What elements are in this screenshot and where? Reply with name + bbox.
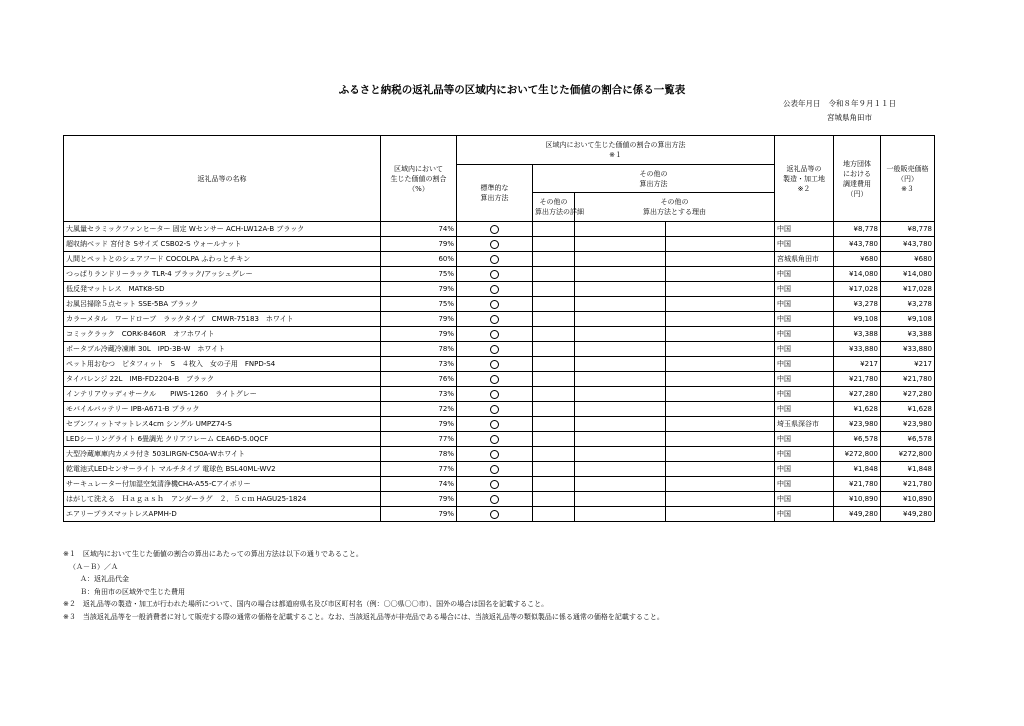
cell-local-cost: ¥23,980 — [834, 417, 881, 432]
cell-retail: ¥9,108 — [881, 312, 935, 327]
cell-origin: 中国 — [775, 327, 834, 342]
cell-standard — [457, 432, 533, 447]
header-standard: 標準的な 算出方法 — [457, 165, 533, 222]
cell-name: 大風量セラミックファンヒーター 固定 Wセンサー ACH-LW12A-B ブラック — [64, 222, 381, 237]
cell-other-reason-blank — [575, 477, 666, 492]
cell-local-cost: ¥49,280 — [834, 507, 881, 522]
cell-other-reason-blank — [575, 312, 666, 327]
cell-other-reason-blank — [575, 447, 666, 462]
header-other-detail: その他の 算出方法の詳細 — [533, 193, 575, 222]
cell-other-detail-blank — [533, 372, 575, 387]
table-row — [64, 312, 935, 327]
footnote-formula: （Ａ－Ｂ）／Ａ — [69, 562, 118, 571]
cell-other-detail-blank — [533, 432, 575, 447]
table-row — [64, 327, 935, 342]
cell-other-detail-blank — [533, 237, 575, 252]
cell-other-reason-blank — [575, 297, 666, 312]
cell-local-cost: ¥6,578 — [834, 432, 881, 447]
circle-mark-icon — [490, 270, 499, 279]
cell-name: タイパレンジ 22L IMB-FD2204-B ブラック — [64, 372, 381, 387]
cell-origin: 中国 — [775, 447, 834, 462]
footnote-a: Ａ：返礼品代金 — [80, 575, 129, 584]
table-row — [64, 282, 935, 297]
cell-standard — [457, 267, 533, 282]
cell-retail: ¥3,278 — [881, 297, 935, 312]
header-retail: 一般販売価格 （円） ※３ — [881, 136, 935, 222]
circle-mark-icon — [490, 450, 499, 459]
cell-other-reason-blank — [575, 357, 666, 372]
circle-mark-icon — [490, 330, 499, 339]
cell-other-reason-blank — [575, 252, 666, 267]
cell-local-cost: ¥10,890 — [834, 492, 881, 507]
cell-origin: 中国 — [775, 312, 834, 327]
cell-ratio: 74% — [381, 477, 457, 492]
table-row — [64, 267, 935, 282]
cell-retail: ¥33,880 — [881, 342, 935, 357]
cell-other-reason-blank — [666, 267, 775, 282]
cell-other-detail-blank — [533, 417, 575, 432]
cell-retail: ¥43,780 — [881, 237, 935, 252]
cell-local-cost: ¥21,780 — [834, 372, 881, 387]
cell-origin: 中国 — [775, 357, 834, 372]
cell-other-reason-blank — [575, 492, 666, 507]
cell-other-reason-blank — [666, 432, 775, 447]
circle-mark-icon — [490, 435, 499, 444]
header-other-reason: その他の 算出方法とする理由 — [575, 193, 775, 222]
cell-retail: ¥17,028 — [881, 282, 935, 297]
cell-other-detail-blank — [533, 507, 575, 522]
cell-other-reason-blank — [666, 222, 775, 237]
cell-other-detail-blank — [533, 282, 575, 297]
cell-origin: 宮城県角田市 — [775, 252, 834, 267]
cell-ratio: 77% — [381, 462, 457, 477]
cell-other-reason-blank — [575, 417, 666, 432]
cell-standard — [457, 507, 533, 522]
circle-mark-icon — [490, 465, 499, 474]
cell-standard — [457, 462, 533, 477]
cell-name: LEDシーリングライト 6畳調光 クリアフレーム CEA6D-5.0QCF — [64, 432, 381, 447]
table-row — [64, 252, 935, 267]
cell-standard — [457, 237, 533, 252]
cell-origin: 中国 — [775, 297, 834, 312]
cell-name: 人間とペットとのシェアフード COCOLPA ふわっとチキン — [64, 252, 381, 267]
footnote-3: ※３ 当該返礼品等を一般消費者に対して販売する際の通常の価格を記載すること。なお、当該返礼品等が非売品である場合には、当該返礼品等の類似製品に係る通常の価格を記載すること。 — [63, 612, 664, 621]
cell-standard — [457, 372, 533, 387]
cell-origin: 中国 — [775, 432, 834, 447]
header-origin: 返礼品等の 製造・加工地 ※２ — [775, 136, 834, 222]
cell-other-reason-blank — [666, 402, 775, 417]
cell-other-detail-blank — [533, 477, 575, 492]
cell-name: モバイルバッテリー IPB-A671-B ブラック — [64, 402, 381, 417]
cell-ratio: 75% — [381, 297, 457, 312]
publication-date — [775, 98, 896, 109]
cell-retail: ¥14,080 — [881, 267, 935, 282]
cell-other-reason-blank — [666, 327, 775, 342]
cell-origin: 中国 — [775, 477, 834, 492]
cell-name: エアリープラスマットレスAPMH-D — [64, 507, 381, 522]
cell-origin: 中国 — [775, 282, 834, 297]
cell-retail: ¥3,388 — [881, 327, 935, 342]
circle-mark-icon — [490, 225, 499, 234]
cell-ratio: 73% — [381, 387, 457, 402]
header-other-group: その他の 算出方法 — [533, 165, 775, 193]
table-row — [64, 297, 935, 312]
cell-retail: ¥217 — [881, 357, 935, 372]
cell-local-cost: ¥33,880 — [834, 342, 881, 357]
cell-standard — [457, 222, 533, 237]
cell-retail: ¥6,578 — [881, 432, 935, 447]
cell-retail: ¥1,848 — [881, 462, 935, 477]
cell-other-reason-blank — [575, 342, 666, 357]
cell-origin: 中国 — [775, 237, 834, 252]
cell-other-reason-blank — [666, 357, 775, 372]
cell-other-detail-blank — [533, 387, 575, 402]
cell-other-reason-blank — [666, 447, 775, 462]
cell-other-detail-blank — [533, 357, 575, 372]
cell-standard — [457, 492, 533, 507]
cell-other-detail-blank — [533, 327, 575, 342]
cell-name: はがして洗える Ｈａｇａｓｈ アンダーラグ ２．５ｃｍ HAGU25-1824 — [64, 492, 381, 507]
circle-mark-icon — [490, 510, 499, 519]
circle-mark-icon — [490, 255, 499, 264]
cell-standard — [457, 297, 533, 312]
value-ratio-table — [63, 135, 935, 522]
circle-mark-icon — [490, 390, 499, 399]
cell-local-cost: ¥3,388 — [834, 327, 881, 342]
cell-name: 大型冷蔵庫庫内カメラ付き 503LIRGN-C50A-Wホワイト — [64, 447, 381, 462]
table-row — [64, 387, 935, 402]
cell-ratio: 79% — [381, 282, 457, 297]
cell-standard — [457, 342, 533, 357]
table-row — [64, 222, 935, 237]
cell-retail: ¥21,780 — [881, 372, 935, 387]
circle-mark-icon — [490, 495, 499, 504]
cell-retail: ¥49,280 — [881, 507, 935, 522]
cell-name: カラーメタル ワードローブ ラックタイプ CMWR-75183 ホワイト — [64, 312, 381, 327]
cell-ratio: 79% — [381, 417, 457, 432]
cell-name: つっぱりランドリーラック TLR-4 ブラック/アッシュグレー — [64, 267, 381, 282]
circle-mark-icon — [490, 375, 499, 384]
cell-standard — [457, 402, 533, 417]
cell-other-reason-blank — [666, 282, 775, 297]
cell-ratio: 75% — [381, 267, 457, 282]
cell-name: インテリアウッディサークル PIWS-1260 ライトグレー — [64, 387, 381, 402]
cell-other-detail-blank — [533, 312, 575, 327]
table-row — [64, 402, 935, 417]
cell-ratio: 78% — [381, 342, 457, 357]
cell-retail: ¥10,890 — [881, 492, 935, 507]
circle-mark-icon — [490, 405, 499, 414]
cell-other-reason-blank — [575, 372, 666, 387]
cell-other-reason-blank — [666, 312, 775, 327]
cell-other-reason-blank — [666, 342, 775, 357]
cell-origin: 中国 — [775, 402, 834, 417]
circle-mark-icon — [490, 315, 499, 324]
cell-local-cost: ¥14,080 — [834, 267, 881, 282]
circle-mark-icon — [490, 420, 499, 429]
cell-standard — [457, 417, 533, 432]
cell-other-reason-blank — [666, 417, 775, 432]
table-row — [64, 507, 935, 522]
table-row — [64, 447, 935, 462]
cell-origin: 中国 — [775, 507, 834, 522]
table-row — [64, 342, 935, 357]
cell-name: ペット用おむつ ピタフィット S ４枚入 女の子用 FNPD-S4 — [64, 357, 381, 372]
cell-other-reason-blank — [575, 282, 666, 297]
cell-local-cost: ¥8,778 — [834, 222, 881, 237]
cell-local-cost: ¥17,028 — [834, 282, 881, 297]
cell-ratio: 79% — [381, 492, 457, 507]
issuer: 宮城県角田市 — [827, 113, 872, 122]
table-row — [64, 432, 935, 447]
cell-name: 乾電池式LEDセンサーライト マルチタイプ 電球色 BSL40ML-WV2 — [64, 462, 381, 477]
cell-ratio: 74% — [381, 222, 457, 237]
cell-retail: ¥21,780 — [881, 477, 935, 492]
cell-retail: ¥680 — [881, 252, 935, 267]
header-name: 返礼品等の名称 — [64, 136, 381, 222]
cell-ratio: 60% — [381, 252, 457, 267]
cell-other-reason-blank — [575, 462, 666, 477]
table-row — [64, 477, 935, 492]
cell-local-cost: ¥1,628 — [834, 402, 881, 417]
circle-mark-icon — [490, 240, 499, 249]
cell-other-detail-blank — [533, 297, 575, 312]
cell-origin: 中国 — [775, 222, 834, 237]
cell-other-reason-blank — [666, 462, 775, 477]
cell-origin: 中国 — [775, 387, 834, 402]
circle-mark-icon — [490, 360, 499, 369]
cell-retail: ¥27,280 — [881, 387, 935, 402]
cell-local-cost: ¥43,780 — [834, 237, 881, 252]
cell-standard — [457, 387, 533, 402]
cell-standard — [457, 252, 533, 267]
table-row — [64, 462, 935, 477]
header-local-cost: 地方団体 における 調達費用 （円） — [834, 136, 881, 222]
table-row — [64, 372, 935, 387]
cell-ratio: 73% — [381, 357, 457, 372]
cell-other-detail-blank — [533, 402, 575, 417]
cell-other-detail-blank — [533, 492, 575, 507]
cell-standard — [457, 477, 533, 492]
table-row — [64, 357, 935, 372]
cell-standard — [457, 312, 533, 327]
cell-retail: ¥1,628 — [881, 402, 935, 417]
cell-name: セブンフィットマットレス4cm シングル UMPZ74-S — [64, 417, 381, 432]
cell-other-detail-blank — [533, 342, 575, 357]
footnote-b: Ｂ：角田市の区域外で生じた費用 — [80, 587, 185, 596]
cell-other-detail-blank — [533, 222, 575, 237]
table-row — [64, 492, 935, 507]
cell-other-reason-blank — [575, 267, 666, 282]
cell-other-reason-blank — [666, 237, 775, 252]
cell-other-detail-blank — [533, 462, 575, 477]
cell-other-reason-blank — [575, 432, 666, 447]
cell-retail: ¥272,800 — [881, 447, 935, 462]
cell-other-reason-blank — [666, 477, 775, 492]
table-row — [64, 417, 935, 432]
cell-other-reason-blank — [666, 507, 775, 522]
cell-local-cost: ¥217 — [834, 357, 881, 372]
cell-ratio: 78% — [381, 447, 457, 462]
cell-local-cost: ¥272,800 — [834, 447, 881, 462]
circle-mark-icon — [490, 345, 499, 354]
cell-other-detail-blank — [533, 267, 575, 282]
cell-local-cost: ¥27,280 — [834, 387, 881, 402]
cell-local-cost: ¥1,848 — [834, 462, 881, 477]
header-ratio: 区域内において 生じた価値の割合 （%） — [381, 136, 457, 222]
circle-mark-icon — [490, 300, 499, 309]
cell-name: ポータブル冷蔵冷凍庫 30L IPD-3B-W ホワイト — [64, 342, 381, 357]
footnote-1: ※１ 区域内において生じた価値の割合の算出にあたっての算出方法は以下の通りであること。 — [63, 550, 363, 558]
cell-name: 超収納ベッド 宮付き Sサイズ CSB02-S ウォールナット — [64, 237, 381, 252]
publication-date-value: 令和８年９月１１日 — [828, 99, 896, 108]
cell-standard — [457, 282, 533, 297]
footnote-2: ※２ 返礼品等の製造・加工が行われた場所について、国内の場合は都道府県名及び市区町村名（例：〇〇県〇〇市）、国外の場合は国名を記載すること。 — [63, 600, 549, 609]
cell-standard — [457, 357, 533, 372]
cell-ratio: 72% — [381, 402, 457, 417]
cell-name: サーキュレーター付加湿空気清浄機CHA-A55-Cアイボリー — [64, 477, 381, 492]
cell-ratio: 79% — [381, 507, 457, 522]
cell-name: コミックラック CORK-8460R オフホワイト — [64, 327, 381, 342]
cell-standard — [457, 447, 533, 462]
cell-other-reason-blank — [666, 492, 775, 507]
cell-other-reason-blank — [666, 372, 775, 387]
cell-ratio: 79% — [381, 312, 457, 327]
cell-local-cost: ¥21,780 — [834, 477, 881, 492]
cell-origin: 中国 — [775, 462, 834, 477]
cell-local-cost: ¥3,278 — [834, 297, 881, 312]
cell-other-reason-blank — [575, 222, 666, 237]
cell-other-detail-blank — [533, 447, 575, 462]
cell-standard — [457, 327, 533, 342]
cell-name: 低反発マットレス MATK8-SD — [64, 282, 381, 297]
cell-other-reason-blank — [575, 327, 666, 342]
cell-ratio: 79% — [381, 237, 457, 252]
footnotes — [63, 548, 664, 624]
cell-other-reason-blank — [666, 252, 775, 267]
cell-origin: 中国 — [775, 492, 834, 507]
table-row — [64, 237, 935, 252]
cell-origin: 埼玉県深谷市 — [775, 417, 834, 432]
circle-mark-icon — [490, 480, 499, 489]
cell-origin: 中国 — [775, 267, 834, 282]
page-title: ふるさと納税の返礼品等の区域内において生じた価値の割合に係る一覧表 — [338, 84, 686, 96]
cell-retail: ¥8,778 — [881, 222, 935, 237]
cell-local-cost: ¥9,108 — [834, 312, 881, 327]
cell-ratio: 77% — [381, 432, 457, 447]
cell-local-cost: ¥680 — [834, 252, 881, 267]
publication-date-label: 公表年月日 — [783, 99, 821, 108]
cell-other-reason-blank — [575, 507, 666, 522]
cell-other-detail-blank — [533, 252, 575, 267]
cell-ratio: 79% — [381, 327, 457, 342]
cell-other-reason-blank — [575, 387, 666, 402]
cell-origin: 中国 — [775, 372, 834, 387]
cell-other-reason-blank — [575, 237, 666, 252]
cell-other-reason-blank — [575, 402, 666, 417]
cell-other-reason-blank — [666, 387, 775, 402]
cell-origin: 中国 — [775, 342, 834, 357]
cell-name: お風呂掃除５点セット SSE-5BA ブラック — [64, 297, 381, 312]
cell-retail: ¥23,980 — [881, 417, 935, 432]
cell-other-reason-blank — [666, 297, 775, 312]
circle-mark-icon — [490, 285, 499, 294]
cell-ratio: 76% — [381, 372, 457, 387]
header-method-group: 区域内において生じた価値の割合の算出方法 ※１ — [457, 136, 775, 165]
